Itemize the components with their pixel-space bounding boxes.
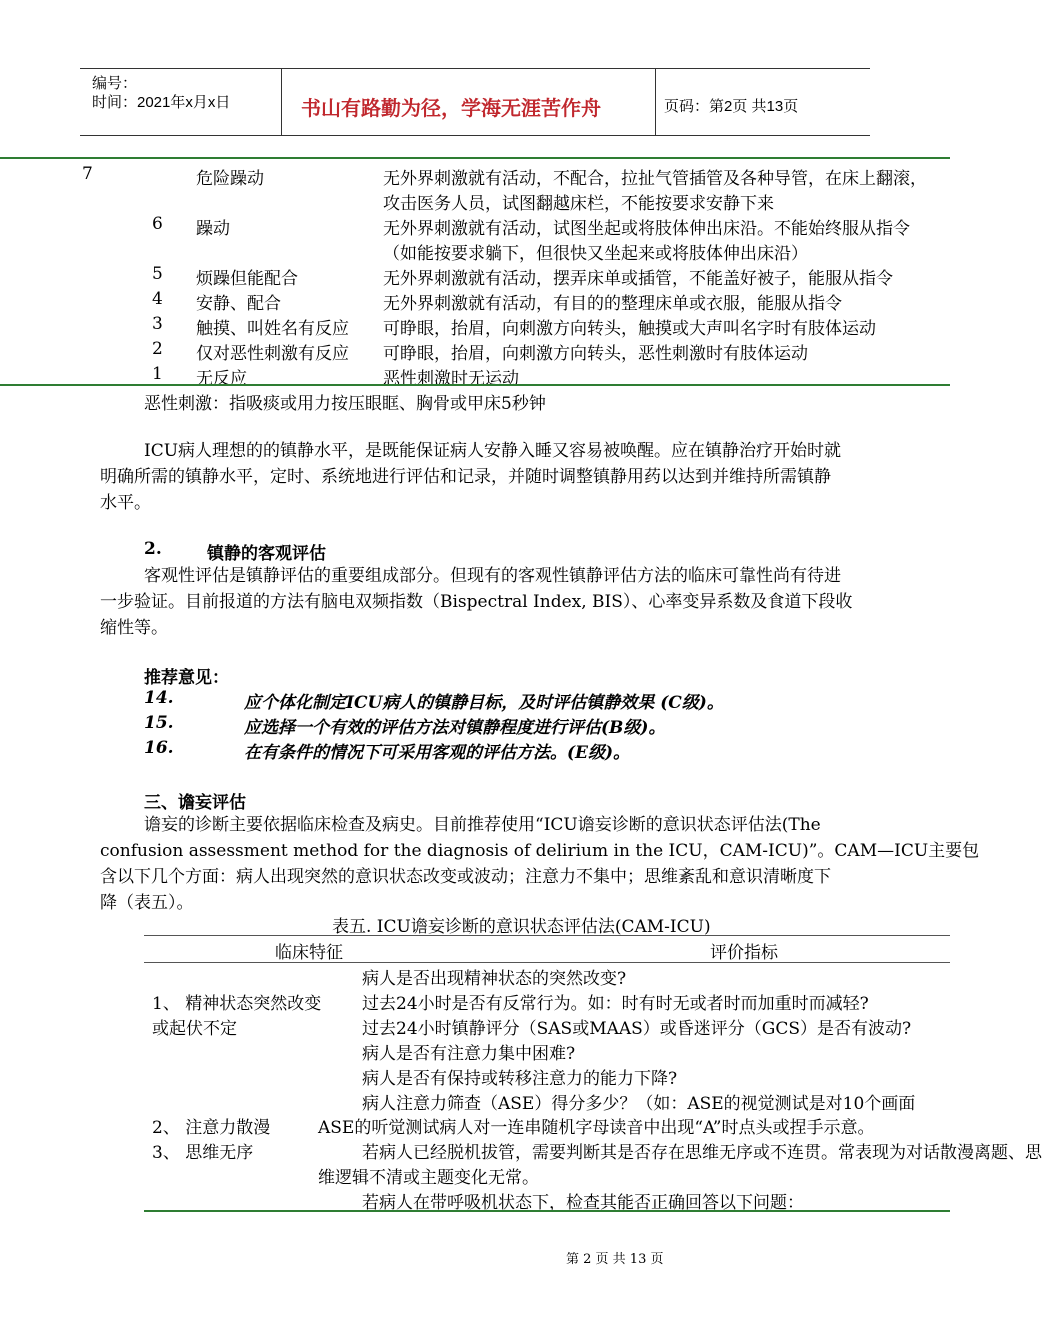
criteria-line: 病人是否出现精神状态的突然改变? (362, 969, 627, 989)
score-description: 可睁眼，抬眉，向刺激方向转头，触摸或大声叫名字时有肢体运动 (383, 319, 876, 339)
score-description: （如能按要求躺下，但很快又坐起来或将肢体伸出床沿） (383, 244, 808, 264)
recommend-text: 应个体化制定ICU病人的镇静目标，及时评估镇静效果 (C级)。 (244, 693, 724, 713)
table-bottom-rule (0, 384, 950, 386)
table-top-rule (144, 935, 950, 936)
criteria-line: 病人是否有保持或转移注意力的能力下降? (362, 1069, 678, 1089)
paragraph-objective (100, 563, 936, 641)
recommend-number: 16. (144, 738, 174, 758)
header-rule (144, 962, 950, 963)
date-label: 时间：2021年x月x日 (92, 94, 231, 111)
header-divider (281, 68, 282, 135)
score-value: 7 (82, 164, 93, 184)
section-title: 三、谵妄评估 (144, 793, 246, 813)
clinical-feature: 3、 思维无序 (152, 1143, 254, 1163)
score-value: 5 (152, 264, 163, 284)
criteria-line: 若病人已经脱机拔管，需要判断其是否存在思维无序或不连贯。常表现为对话散漫离题、思 (362, 1143, 1042, 1163)
criteria-line: ASE的听觉测试病人对一连串随机字母读音中出现“A”时点头或捏手示意。 (318, 1118, 875, 1138)
text-line: 一步验证。目前报道的方法有脑电双频指数（Bispectral Index, BIS）、心率变异系数及食道下段收 (100, 592, 853, 612)
text-line: 客观性评估是镇静评估的重要组成部分。但现有的客观性镇静评估方法的临床可靠性尚有待进 (144, 566, 841, 586)
table-caption: 表五. ICU谵妄诊断的意识状态评估法(CAM-ICU) (332, 917, 711, 937)
score-value: 6 (152, 214, 163, 234)
table-top-rule (0, 157, 950, 159)
score-term: 安静、配合 (196, 294, 281, 314)
recommend-number: 15. (144, 713, 174, 733)
page-footer: 第 2 页 共 13 页 (566, 1252, 664, 1267)
score-value: 2 (152, 339, 163, 359)
score-term: 仅对恶性刺激有反应 (196, 344, 349, 364)
header-top-rule (80, 68, 870, 69)
section-number: 2. (144, 539, 162, 559)
clinical-feature: 2、 注意力散漫 (152, 1118, 271, 1138)
section-title: 镇静的客观评估 (207, 544, 326, 564)
score-description: 可睁眼，抬眉，向刺激方向转头，恶性刺激时有肢体运动 (383, 344, 808, 364)
text-line: 水平。 (100, 493, 151, 513)
header-divider (655, 68, 656, 135)
criteria-line: 病人是否有注意力集中困难? (362, 1044, 576, 1064)
table-bottom-rule (144, 1210, 950, 1212)
score-description: 无外界刺激就有活动，摆弄床单或插管，不能盖好被子，能服从指令 (383, 269, 893, 289)
score-description: 无外界刺激就有活动，试图坐起或将肢体伸出床沿。不能始终服从指令 (383, 219, 910, 239)
score-term: 烦躁但能配合 (196, 269, 298, 289)
score-description: 无外界刺激就有活动，不配合，拉扯气管插管及各种导管，在床上翻滚， (383, 169, 927, 189)
score-value: 1 (152, 364, 163, 384)
recommend-title: 推荐意见： (144, 668, 229, 688)
motto: 书山有路勤为径，学海无涯苦作舟 (301, 96, 601, 120)
score-term: 危险躁动 (196, 169, 264, 189)
score-value: 4 (152, 289, 163, 309)
text-line: 明确所需的镇静水平，定时、系统地进行评估和记录，并随时调整镇静用药以达到并维持所需镇静 (100, 467, 831, 487)
score-description: 恶性刺激时无运动 (383, 369, 519, 389)
paragraph-delirium (100, 812, 980, 916)
column-header: 评价指标 (710, 943, 778, 963)
paragraph-icu-level (100, 438, 936, 516)
score-value: 3 (152, 314, 163, 334)
score-term: 躁动 (196, 219, 230, 239)
clinical-feature: 1、 精神状态突然改变 (152, 994, 322, 1014)
code-label: 编号： (92, 75, 138, 92)
score-term: 无反应 (196, 369, 247, 389)
text-line: ICU病人理想的的镇静水平，是既能保证病人安静入睡又容易被唤醒。应在镇静治疗开始时就 (144, 441, 842, 461)
criteria-line: 若病人在带呼吸机状态下，检查其能否正确回答以下问题： (362, 1193, 804, 1213)
criteria-line: 过去24小时是否有反常行为。如：时有时无或者时而加重时而减轻? (362, 994, 869, 1014)
score-description: 攻击医务人员，试图翻越床栏，不能按要求安静下来 (383, 194, 774, 214)
criteria-line: 过去24小时镇静评分（SAS或MAAS）或昏迷评分（GCS）是否有波动? (362, 1019, 912, 1039)
text-line: confusion assessment method for the diagnosis of delirium in the ICU，CAM-ICU)”。CAM—ICU主要包 (100, 841, 980, 861)
page-label: 页码：第2页 共13页 (664, 98, 799, 115)
stimulus-note: 恶性刺激：指吸痰或用力按压眼眶、胸骨或甲床5秒钟 (144, 394, 546, 414)
score-term: 触摸、叫姓名有反应 (196, 319, 349, 339)
column-header: 临床特征 (275, 943, 343, 963)
score-description: 无外界刺激就有活动，有目的的整理床单或衣服，能服从指令 (383, 294, 842, 314)
recommend-text: 应选择一个有效的评估方法对镇静程度进行评估(B级)。 (244, 718, 666, 738)
clinical-feature: 或起伏不定 (152, 1019, 237, 1039)
text-line: 缩性等。 (100, 618, 168, 638)
header-bottom-rule (80, 135, 870, 136)
recommend-number: 14. (144, 688, 174, 708)
criteria-line: 病人注意力筛查（ASE）得分多少？（如：ASE的视觉测试是对10个画面 (362, 1094, 916, 1114)
text-line: 降（表五）。 (100, 893, 194, 913)
text-line: 含以下几个方面：病人出现突然的意识状态改变或波动；注意力不集中；思维紊乱和意识清晰度下 (100, 867, 831, 887)
recommend-text: 在有条件的情况下可采用客观的评估方法。(E级)。 (244, 743, 631, 763)
criteria-line: 维逻辑不清或主题变化无常。 (318, 1168, 539, 1188)
text-line: 谵妄的诊断主要依据临床检查及病史。目前推荐使用“ICU谵妄诊断的意识状态评估法(The (144, 815, 821, 835)
